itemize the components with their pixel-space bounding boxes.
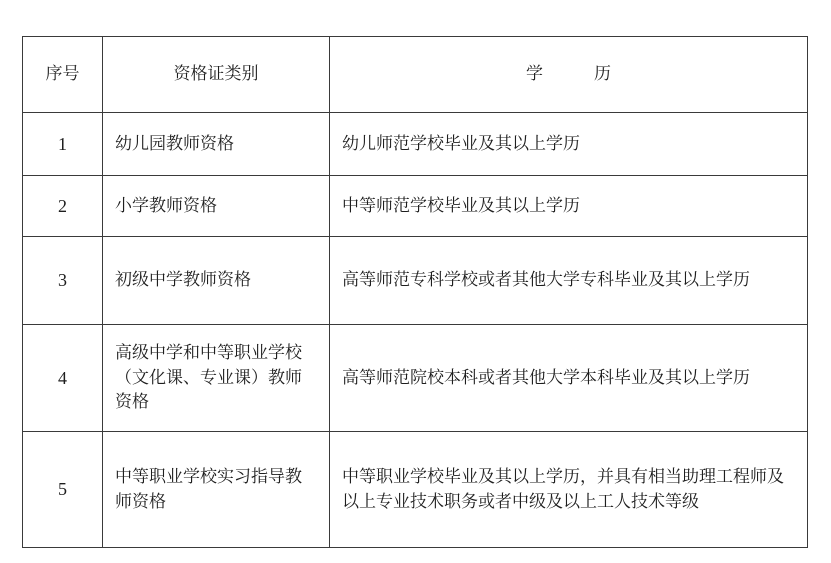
- table-row: [23, 113, 808, 176]
- row-certificate-type: 高级中学和中等职业学校（文化课、专业课）教师资格: [103, 325, 330, 432]
- table-row: [23, 432, 808, 548]
- row-education: 幼儿师范学校毕业及其以上学历: [330, 113, 808, 176]
- header-education: 学 历: [330, 37, 808, 113]
- table-row: [23, 237, 808, 325]
- row-certificate-type: 小学教师资格: [103, 176, 330, 237]
- qualification-table: [22, 36, 808, 548]
- row-education: 中等职业学校毕业及其以上学历，并具有相当助理工程师及以上专业技术职务或者中级及以上工人技术等级: [330, 432, 808, 548]
- table-row: [23, 176, 808, 237]
- row-education: 高等师范专科学校或者其他大学专科毕业及其以上学历: [330, 237, 808, 325]
- row-certificate-type: 中等职业学校实习指导教师资格: [103, 432, 330, 548]
- table-header-row: [23, 37, 808, 113]
- row-certificate-type: 初级中学教师资格: [103, 237, 330, 325]
- row-no: 3: [23, 237, 103, 325]
- table-row: [23, 325, 808, 432]
- header-no: 序号: [23, 37, 103, 113]
- header-certificate-type: 资格证类别: [103, 37, 330, 113]
- row-no: 5: [23, 432, 103, 548]
- row-education: 高等师范院校本科或者其他大学本科毕业及其以上学历: [330, 325, 808, 432]
- row-no: 4: [23, 325, 103, 432]
- row-certificate-type: 幼儿园教师资格: [103, 113, 330, 176]
- row-no: 1: [23, 113, 103, 176]
- row-education: 中等师范学校毕业及其以上学历: [330, 176, 808, 237]
- row-no: 2: [23, 176, 103, 237]
